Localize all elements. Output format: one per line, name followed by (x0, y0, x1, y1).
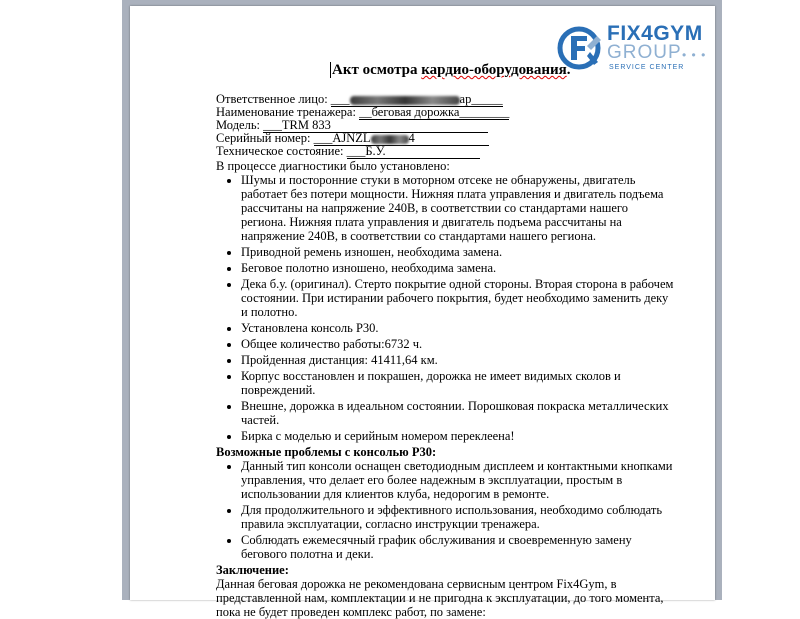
logo-service-center: SERVICE CENTER (609, 64, 685, 71)
field-responsible-value: ___ ар_____ (330, 92, 503, 106)
list-item: • Внешне, дорожка в идеальном состоянии. Порошковая покраска металлических частей. (241, 399, 676, 427)
model-value: TRM 833 (281, 118, 331, 132)
logo-dots: • • • (682, 48, 707, 62)
list-item: • Установлена консоль Р30. (241, 321, 676, 335)
equipment-name-value: беговая дорожка (371, 105, 460, 119)
field-responsible-person: Ответственное лицо: ___ ар_____ (216, 92, 503, 106)
document-page[interactable] (130, 6, 715, 619)
problems-list (216, 459, 676, 561)
document-title: Акт осмотра кардио-оборудования. (332, 62, 571, 78)
conclusion-heading: Заключение: (216, 563, 289, 577)
list-item: • Соблюдать ежемесячный график обслуживания и своевременную замену бегового полотна и деки. (241, 533, 676, 561)
diagnostics-list (216, 173, 676, 443)
field-technical-condition: Техническое состояние: ___Б.У. (216, 145, 480, 159)
diagnostics-intro: В процессе диагностики было установлено: (216, 159, 450, 173)
serial-value: AJNZL (332, 131, 371, 145)
list-item: • Дека б.у. (оригинал). Стерто покрытие одной стороны. Вторая сторона в рабочем состоянии. При истирании рабочего покрытия, будет необходимо заменить деку и полотно. (241, 277, 676, 319)
conclusion-text: Данная беговая дорожка не рекомендована сервисным центром Fix4Gym, в представленной нам, комплектации и не пригодна к эксплуатации, до того момента, пока не будет проведен комплекс работ, по замене: (216, 577, 664, 619)
problems-heading: Возможные проблемы с консолью Р30: (216, 445, 437, 459)
list-item: • Данный тип консоли оснащен светодиодным дисплеем и контактными кнопками управления, что делает его более надежным в эксплуатации, простым в использовании для клиентов клуба, недорогим в ремонте. (241, 459, 676, 501)
list-item: • Приводной ремень изношен, необходима замена. (241, 245, 676, 259)
list-item: • Беговое полотно изношено, необходима замена. (241, 261, 676, 275)
redacted-serial (371, 135, 409, 144)
list-item: • Пройденная дистанция: 41411,64 км. (241, 353, 676, 367)
field-equipment-name: Наименование тренажера: __беговая дорожка________ (216, 105, 510, 119)
logo-group-text: GROUP (607, 42, 682, 63)
redacted-name (350, 96, 460, 105)
company-logo (557, 18, 707, 78)
field-serial-number: Серийный номер: ___AJNZL 4 (216, 132, 489, 146)
list-item: • Шумы и посторонние стуки в моторном отсеке не обнаружены, двигатель работает без потери мощности. Нижняя плата управления и двигатель подъема рассчитаны на напряжение 240В, в соответствии со стандартами нашего региона. Нижняя плата управления и двигатель подъема рассчитаны на напряжение 240В, в соответствии со стандартами нашего региона. (241, 173, 676, 243)
list-item: • Бирка с моделью и серийным номером переклеена! (241, 429, 676, 443)
field-model: Модель: ___TRM 833 (216, 119, 488, 133)
document-body (216, 159, 676, 619)
logo-brand-name: FIX4GYM (607, 22, 703, 45)
list-item: • Общее количество работы:6732 ч. (241, 337, 676, 351)
condition-value: Б.У. (365, 144, 386, 158)
text-cursor (330, 62, 331, 78)
list-item: • Для продолжительного и эффективного использования, необходимо соблюдать правила эксплуатации, согласно инструкции тренажера. (241, 503, 676, 531)
list-item: • Корпус восстановлен и покрашен, дорожка не имеет видимых сколов и повреждений. (241, 369, 676, 397)
